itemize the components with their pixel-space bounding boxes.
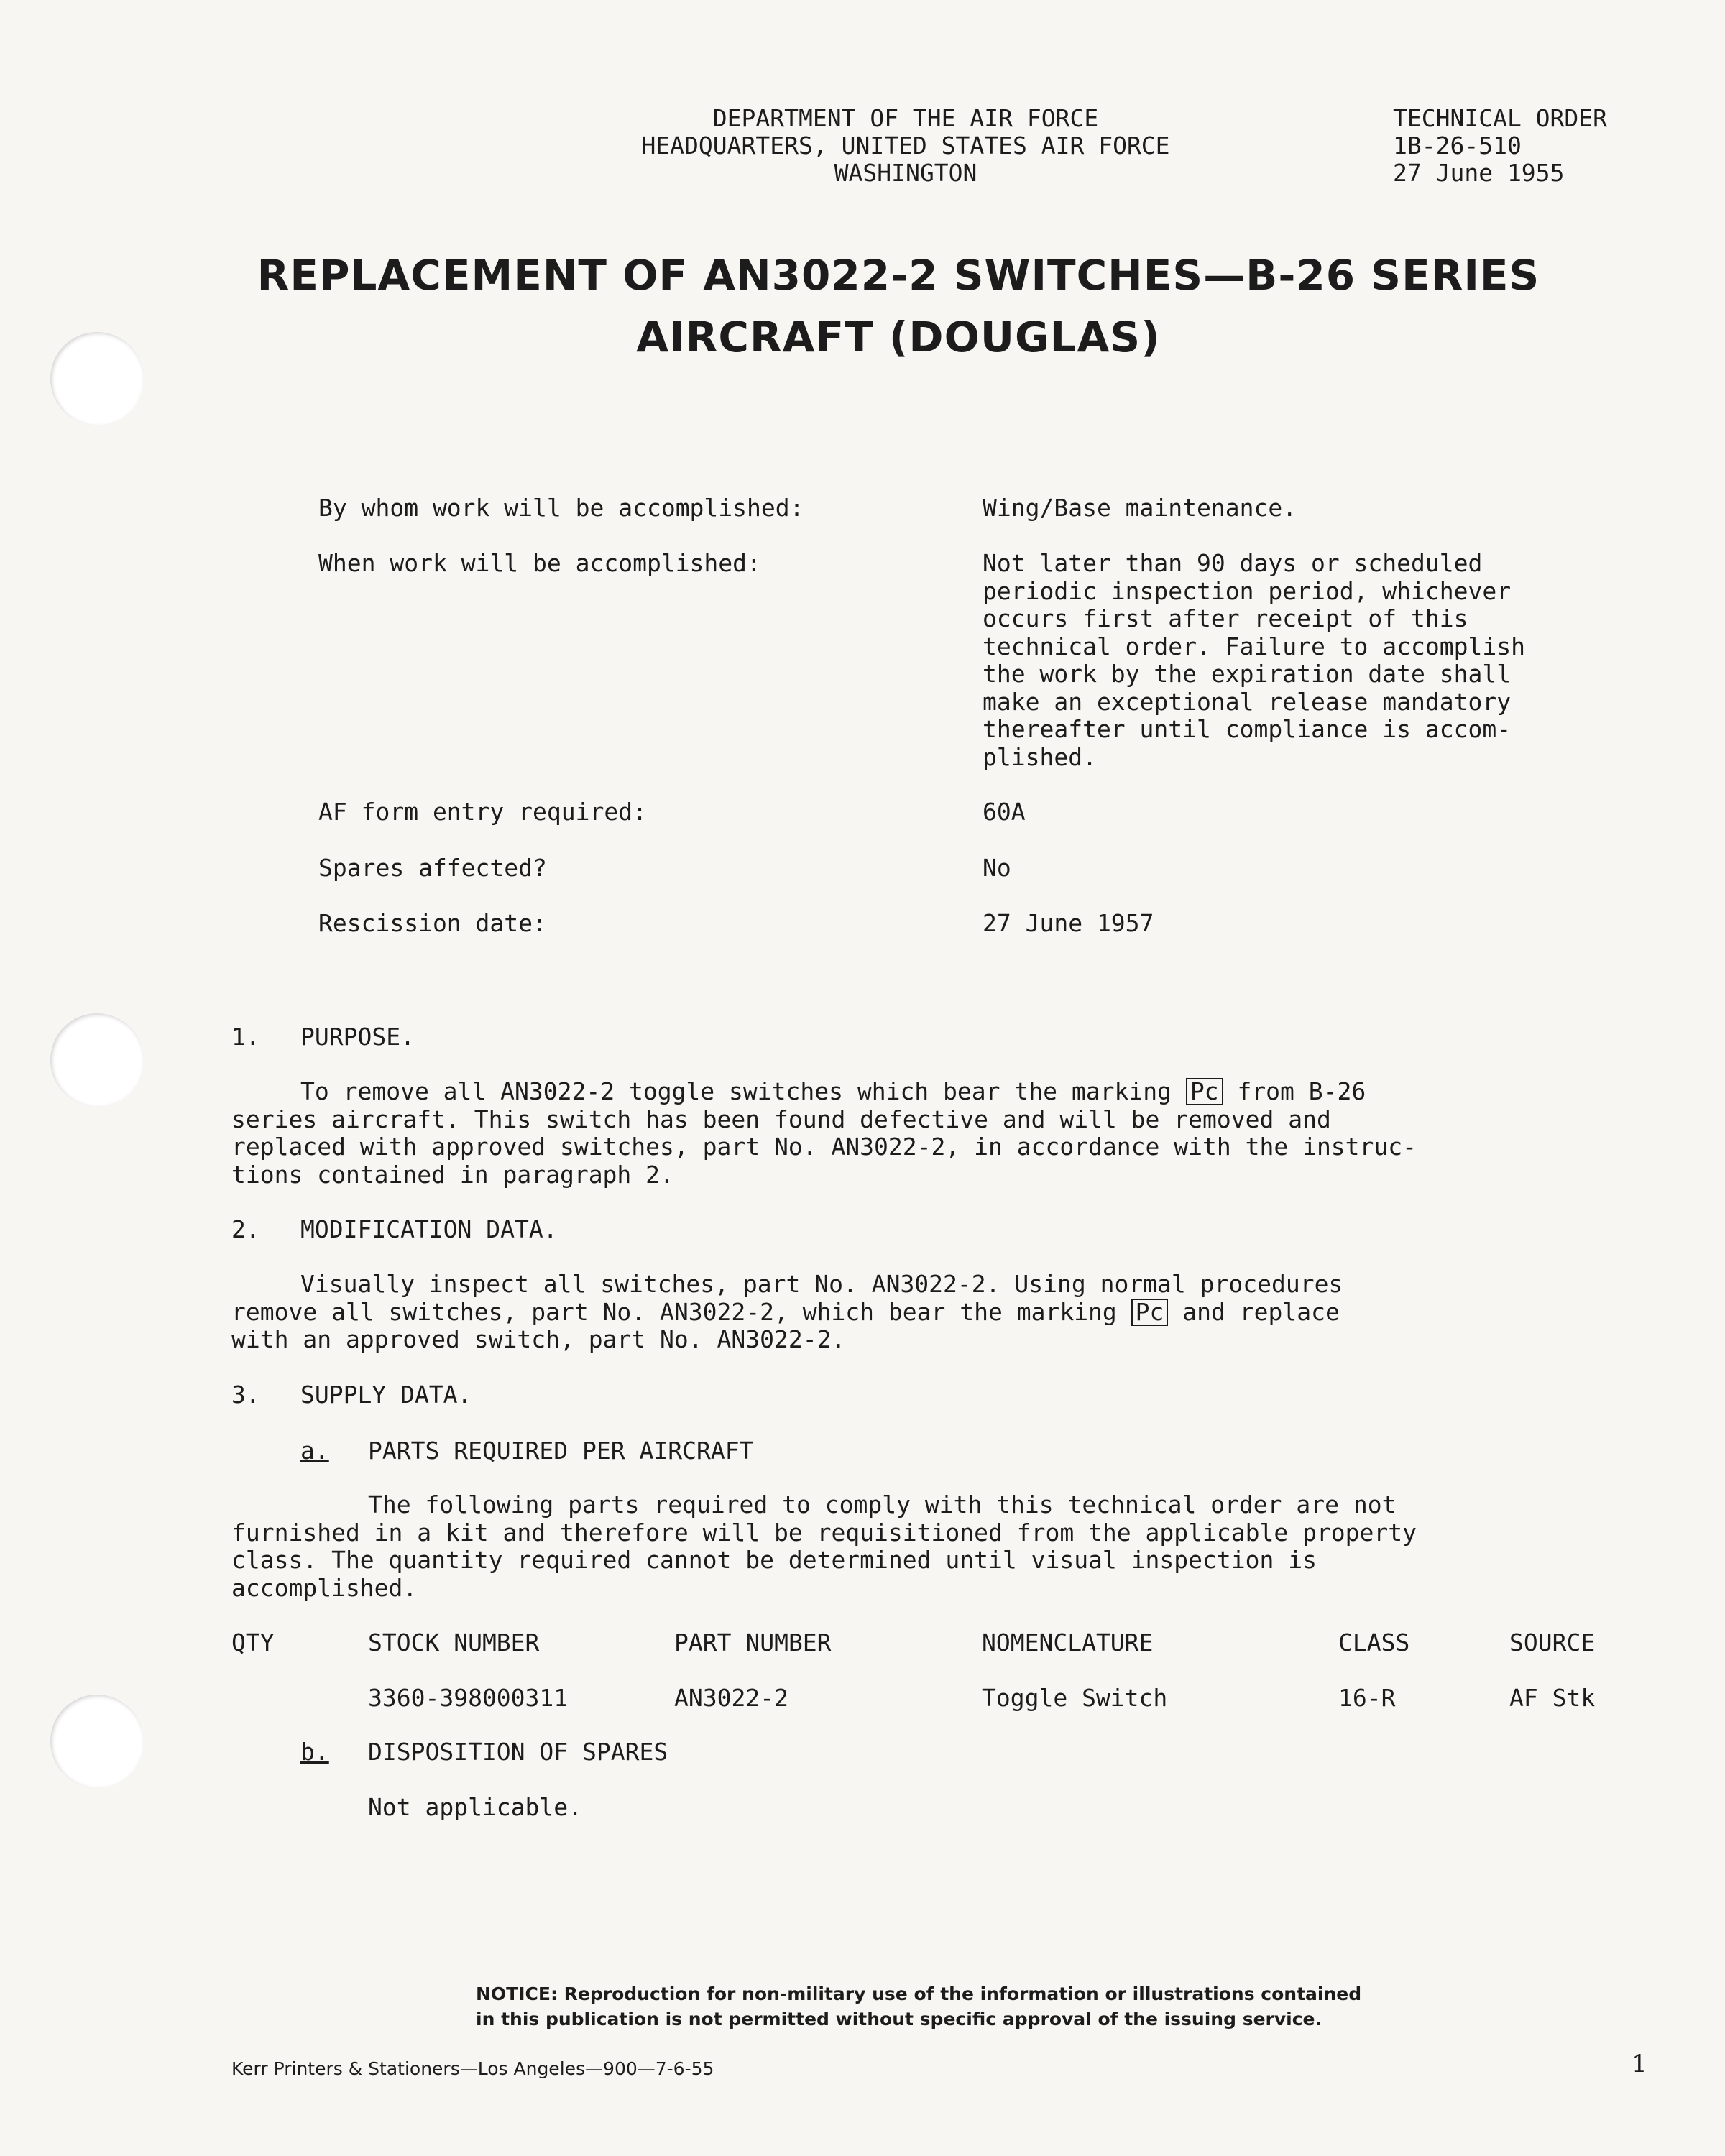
department-heading [546,105,1265,187]
meta-label: When work will be accomplished: [318,549,761,577]
meta-label: AF form entry required: [318,798,647,826]
purpose-line-4: tions contained in paragraph 2. [231,1160,674,1189]
subsection-a-heading: a. PARTS REQUIRED PER AIRCRAFT [300,1437,754,1465]
purpose-line-1: To remove all AN3022-2 toggle switches which bear the marking Pc from B-26 [300,1077,1366,1105]
notice-line-2: in this publication is not permitted without specific approval of the issuing service. [476,2009,1322,2030]
col-qty: QTY [231,1628,275,1657]
col-nomenclature: NOMENCLATURE [982,1628,1154,1657]
cell-class: 16-R [1338,1684,1396,1712]
dept-line-2: HEADQUARTERS, UNITED STATES AIR FORCE [641,132,1170,160]
modification-line-2: remove all switches, part No. AN3022-2, which bear the marking Pc and replace [231,1297,1340,1326]
parts-table-header [231,1628,1655,1657]
meta-label: Rescission date: [318,909,547,937]
col-stock-number: STOCK NUMBER [368,1628,540,1657]
modification-line-3: with an approved switch, part No. AN3022-2. [231,1325,846,1353]
pc-marking: Pc [1131,1299,1169,1326]
page-number: 1 [1632,2050,1647,2078]
supply-line-1: The following parts required to comply with this technical order are not [368,1491,1397,1519]
cell-part-number: AN3022-2 [674,1684,788,1712]
dept-line-1: DEPARTMENT OF THE AIR FORCE [712,104,1099,132]
cell-source: AF Stk [1509,1684,1596,1712]
meta-value: No [983,854,1011,882]
meta-value: Wing/Base maintenance. [983,494,1297,522]
binder-hole-top [50,332,144,425]
table-row [231,1684,1655,1713]
to-number: 1B-26-510 [1393,132,1522,160]
to-date: 27 June 1955 [1393,159,1565,187]
pc-marking: Pc [1186,1078,1223,1105]
binder-hole-middle [50,1013,144,1107]
section-1-number: 1. [231,1023,260,1051]
meta-value: 60A [983,798,1026,826]
reproduction-notice [476,1981,1425,2032]
supply-line-2: furnished in a kit and therefore will be requisitioned from the applicable property [231,1518,1417,1547]
title-line-2: AIRCRAFT (DOUGLAS) [636,313,1161,361]
notice-line-1: NOTICE: Reproduction for non-military use of the information or illustrations contained [476,1984,1362,2004]
section-1-heading: PURPOSE. [300,1023,415,1051]
purpose-line-3: replaced with approved switches, part No. AN3022-2, in accordance with the instruc- [231,1133,1417,1161]
section-1-body [231,1078,1655,1189]
cell-stock-number: 3360-398000311 [368,1684,569,1712]
section-2-number: 2. [231,1215,260,1243]
supply-line-3: class. The quantity required cannot be determined until visual inspection is [231,1546,1317,1574]
section-2-body [231,1271,1655,1354]
supply-line-4: accomplished. [231,1573,418,1602]
subsection-b-text: Not applicable. [368,1793,583,1821]
dept-line-3: WASHINGTON [834,159,978,187]
binder-hole-bottom [50,1695,144,1788]
meta-value: Not later than 90 days or scheduled periodic inspection period, whichever occurs first after receipt of this technical order. Failure to accomplish the work by the expiration date shall make an exceptional release mandatory thereafter until compliance is accom- plished. [983,549,1525,771]
subsection-a-body [231,1491,1655,1602]
document-title [216,244,1581,368]
section-3-heading: SUPPLY DATA. [300,1381,472,1409]
section-3-number: 3. [231,1381,260,1409]
purpose-line-2: series aircraft. This switch has been found defective and will be removed and [231,1105,1331,1133]
to-label: TECHNICAL ORDER [1393,104,1608,132]
title-line-1: REPLACEMENT OF AN3022-2 SWITCHES—B-26 SERIES [257,251,1540,300]
col-source: SOURCE [1509,1628,1596,1657]
subsection-b-heading: b. DISPOSITION OF SPARES [300,1738,668,1766]
cell-nomenclature: Toggle Switch [982,1684,1168,1712]
section-2-heading: MODIFICATION DATA. [300,1215,558,1243]
meta-value: 27 June 1957 [983,909,1154,937]
technical-order-block [1393,105,1607,187]
printer-credit: Kerr Printers & Stationers—Los Angeles—900—7-6-55 [231,2058,714,2079]
meta-label: Spares affected? [318,854,547,882]
modification-line-1: Visually inspect all switches, part No. AN3022-2. Using normal procedures [300,1270,1343,1298]
col-part-number: PART NUMBER [674,1628,832,1657]
col-class: CLASS [1338,1628,1410,1657]
meta-label: By whom work will be accomplished: [318,494,804,522]
